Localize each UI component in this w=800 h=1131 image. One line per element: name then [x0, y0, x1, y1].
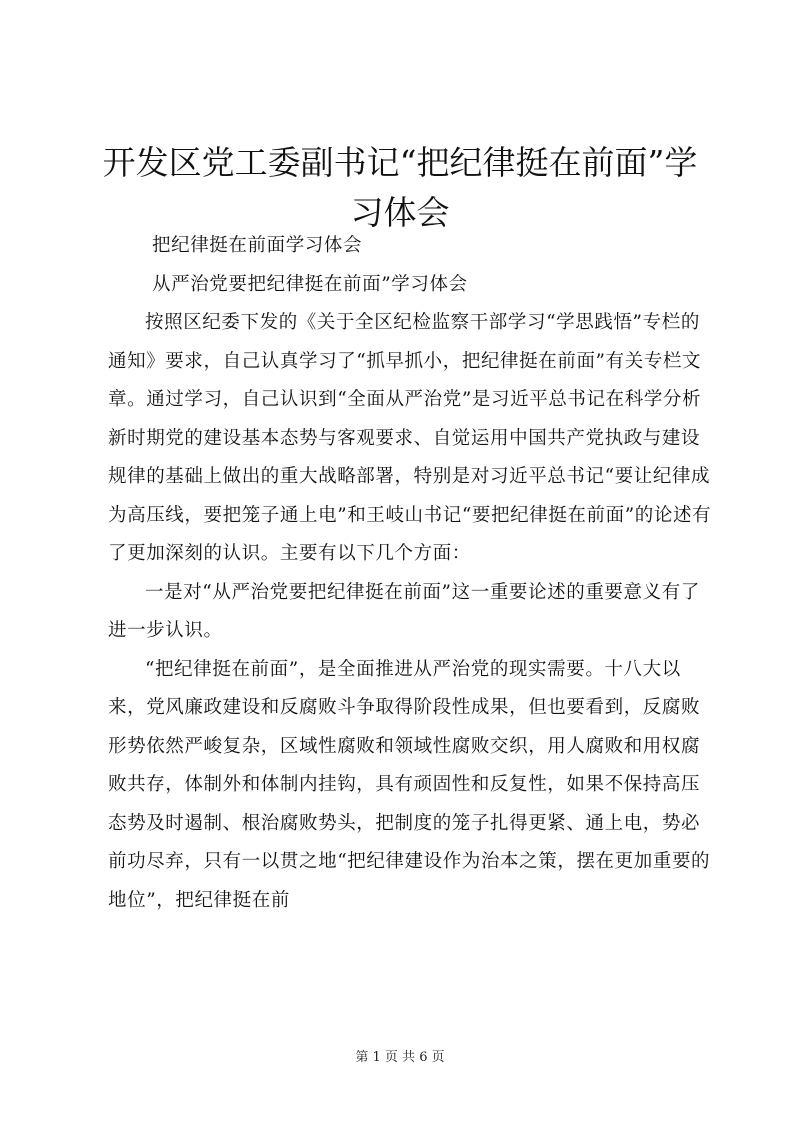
page-footer: 第 1 页 共 6 页: [355, 1050, 445, 1065]
subtitle-line: 把纪律挺在前面学习体会: [152, 235, 363, 256]
document-body: [108, 227, 712, 920]
document-title: 开发区党工委副书记“把纪律挺在前面”学习体会: [102, 143, 698, 232]
subtitle-line: 从严治党要把纪律挺在前面”学习体会: [152, 273, 468, 295]
body-paragraph: “把纪律挺在前面”，是全面推进从严治党的现实需要。十八大以来，党风廉政建设和反腐败斗争取得阶段性成果，但也要看到，反腐败形势依然严峻复杂，区域性腐败和领域性腐败交织，用人腐败和用权腐败共存，体制外和体制内挂钩，具有顽固性和反复性，如果不保持高压态势及时遏制、根治腐败势头，把制度的笼子扎得更紧、通上电，势必前功尽弃，只有一以贯之地“把纪律建设作为治本之策，摆在更加重要的地位”，把纪律挺在前: [108, 658, 711, 911]
body-paragraph: 按照区纪委下发的《关于全区纪检监察干部学习“学思践悟”专栏的通知》要求，自己认真学习了“抓早抓小，把纪律挺在前面”有关专栏文章。通过学习，自己认识到“全面从严治党”是习近平总书记在科学分析新时期党的建设基本态势与客观要求、自觉运用中国共产党执政与建设规律的基础上做出的重大战略部署，特别是对习近平总书记“要让纪律成为高压线，要把笼子通上电”和王岐山书记“要把纪律挺在前面”的论述有了更加深刻的认识。主要有以下几个方面：: [108, 312, 712, 564]
body-paragraph: 一是对“从严治党要把纪律挺在前面”这一重要论述的重要意义有了进一步认识。: [108, 581, 700, 641]
